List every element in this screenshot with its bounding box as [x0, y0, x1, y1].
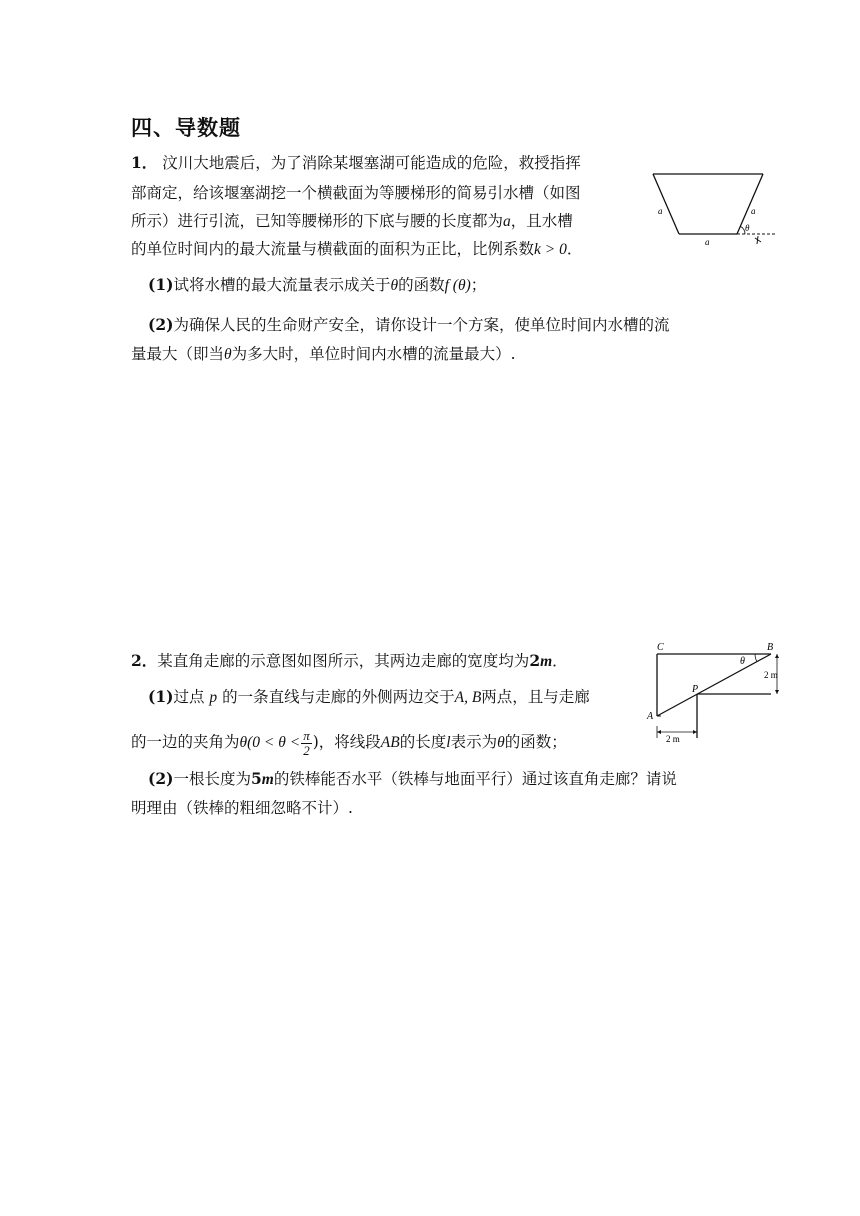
segment-ab: AB	[380, 734, 400, 751]
function-f-theta: f (θ)	[444, 277, 471, 294]
problem-1-question-2	[148, 312, 669, 338]
problem-2-question-2	[148, 766, 677, 793]
theta-range-start: θ(0 < θ <	[239, 734, 301, 751]
fraction-numerator: π	[303, 727, 310, 743]
point-p: p	[209, 689, 218, 706]
problem-1-text-4b: ．	[566, 240, 583, 258]
problem-1-text-1: 汶川大地震后，为了消除某堰塞湖可能造成的危险，救授指挥	[162, 154, 581, 172]
p2-q2-label: (2)	[148, 769, 174, 788]
problem-2-question-1-line-2	[131, 724, 567, 761]
q1-label: (1)	[148, 275, 174, 294]
corridor-angle-label: θ	[740, 656, 745, 667]
q2-text-line-2a: 量最大（即当	[131, 345, 225, 363]
p2-q1-line2-e: 的函数；	[504, 733, 567, 751]
var-a: a	[503, 213, 511, 230]
corridor-label-c: C	[657, 642, 664, 653]
q1-text-a: 试将水槽的最大流量表示成关于	[173, 276, 391, 294]
problem-1-text-2: 部商定，给该堰塞湖挖一个横截面为等腰梯形的简易引水槽（如图	[131, 184, 581, 202]
trapezoid-label-left: a	[658, 206, 663, 216]
theta-symbol-2: θ	[224, 346, 232, 363]
theta-symbol-3: θ	[497, 734, 505, 751]
trapezoid-figure	[645, 168, 785, 258]
q2-text-line-1: 为确保人民的生命财产安全，请你设计一个方案，使单位时间内水槽的流	[173, 316, 670, 334]
problem-2-text-1b: ．	[552, 652, 568, 670]
theta-range-end: )	[312, 733, 319, 751]
corridor-label-a: A	[647, 711, 654, 722]
p2-q2-text-b: 的铁棒能否水平（铁棒与地面平行）通过该直角走廊？请说	[273, 770, 677, 788]
trapezoid-label-right: a	[751, 206, 756, 216]
p2-q1-line2-a: 的一边的夹角为	[131, 733, 240, 751]
problem-1-line-2	[131, 180, 581, 206]
problem-1-question-1	[148, 272, 486, 299]
problem-1-line-1	[131, 150, 581, 176]
p2-q1-text-a: 过点	[173, 688, 205, 706]
p2-q2-line-2: 明理由（铁棒的粗细忽略不计）.	[131, 799, 353, 817]
problem-2-number: 2．	[131, 651, 158, 670]
q1-text-c: ；	[470, 276, 487, 294]
rod-value: 5	[250, 769, 262, 788]
length-l: l	[446, 734, 451, 751]
q2-label: (2)	[148, 315, 174, 334]
problem-2-text-1a: 某直角走廊的示意图如图所示，其两边走廊的宽度均为	[157, 652, 530, 670]
width-value: 2	[529, 651, 541, 670]
corridor-label-b: B	[767, 642, 774, 653]
problem-1-line-4	[131, 236, 582, 263]
problem-1-line-3	[131, 208, 573, 235]
condition-k: k > 0	[534, 241, 567, 258]
problem-1-text-3a: 所示）进行引流，已知等腰梯形的下底与腰的长度都为	[131, 212, 504, 230]
problem-2-question-2-line-2	[131, 795, 353, 821]
corridor-label-p: P	[692, 684, 699, 695]
p2-q1-line2-d: 表示为	[450, 733, 498, 751]
rod-unit: m	[261, 771, 274, 788]
q1-text-b: 的函数	[398, 276, 445, 294]
section-title: 四、导数题	[131, 116, 241, 140]
corridor-dim-bottom: 2 m	[666, 734, 680, 744]
p2-q1-line2-c: 的长度	[399, 733, 447, 751]
problem-2-line-1	[131, 648, 568, 675]
points-ab: A, B	[454, 689, 482, 706]
q2-text-line-2b: 为多大时，单位时间内水槽的流量最大）.	[231, 345, 516, 363]
pi-over-2-fraction	[301, 729, 312, 758]
p2-q1-text-c: 两点，且与走廊	[481, 688, 590, 706]
figure-mark	[755, 236, 761, 244]
corridor-figure	[645, 638, 795, 748]
fraction-denominator: 2	[303, 742, 310, 758]
problem-1-text-3b: ，且水槽	[510, 212, 573, 230]
corridor-dim-right: 2 m	[764, 670, 778, 680]
problem-2-question-1	[148, 684, 590, 711]
width-unit: m	[540, 653, 553, 670]
p2-q1-text-b: 的一条直线与走廊的外侧两边交于	[222, 688, 455, 706]
p2-q2-text-a: 一根长度为	[173, 770, 251, 788]
trapezoid-label-bottom: a	[705, 237, 710, 247]
p2-q1-label: (1)	[148, 687, 174, 706]
theta-symbol: θ	[390, 277, 399, 294]
p2-q1-line2-b: ，将线段	[318, 733, 381, 751]
problem-1-question-2-line-2	[131, 341, 516, 368]
trapezoid-angle-label: θ	[745, 223, 750, 233]
problem-1-number: 1．	[131, 153, 158, 172]
problem-1-text-4a: 的单位时间内的最大流量与横截面的面积为正比，比例系数	[131, 240, 535, 258]
